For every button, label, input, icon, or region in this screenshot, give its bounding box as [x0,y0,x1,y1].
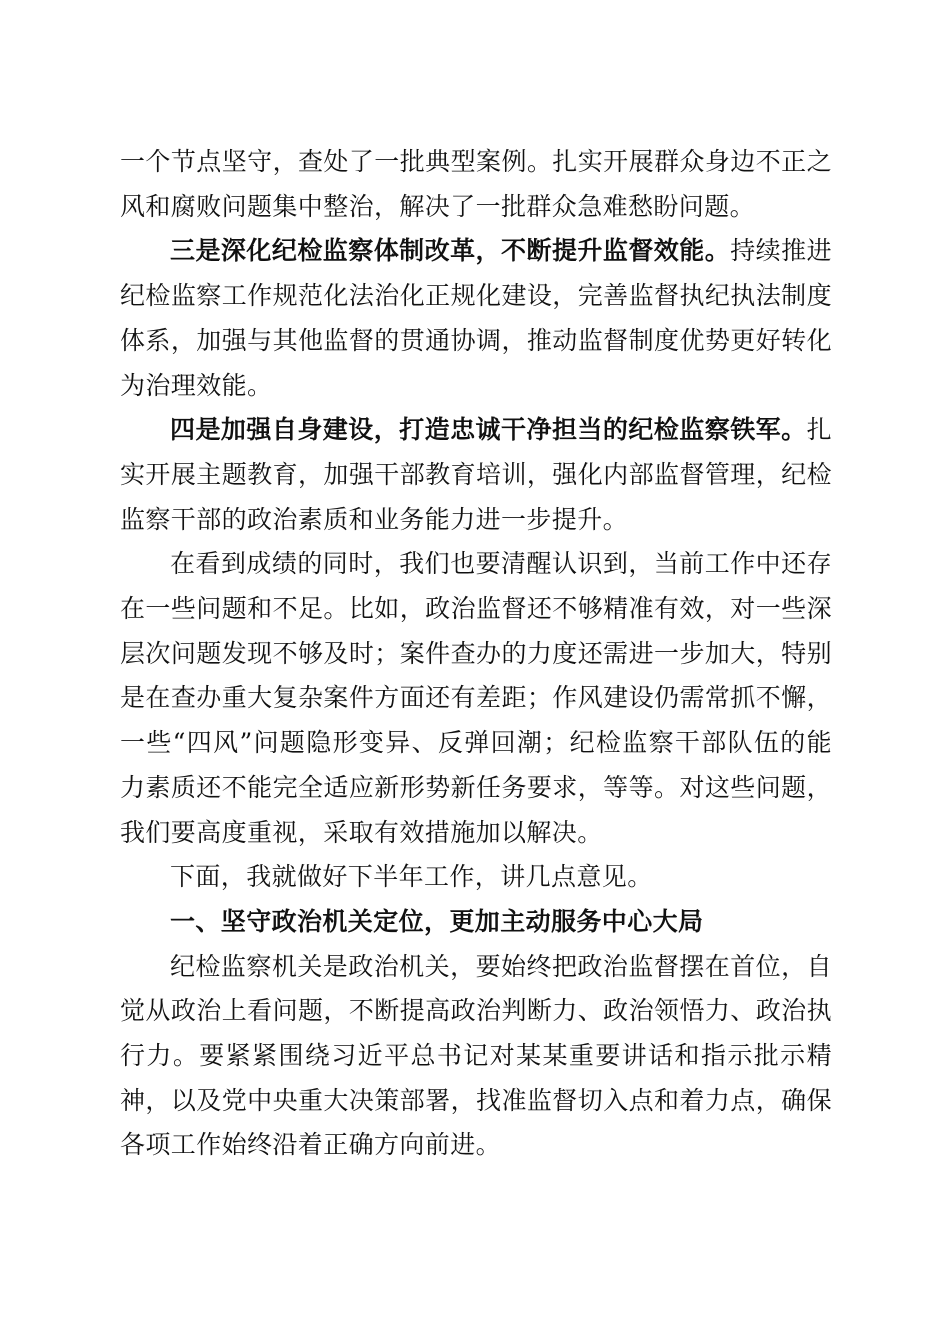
section-heading: 一、坚守政治机关定位，更加主动服务中心大局 [170,906,704,936]
paragraph-text: 扎实开展主题教育，加强干部教育培训，强化内部监督管理，纪检监察干部的政治素质和业务能力进一步提升。 [120,415,832,534]
paragraph-continuation [120,140,832,229]
paragraph-text: 持续推进纪检监察工作规范化法治化正规化建设，完善监督执纪执法制度体系，加强与其他监督的贯通协调，推动监督制度优势更好转化为治理效能。 [120,236,832,400]
paragraph-point-three [120,229,832,408]
paragraph-problems [120,542,832,855]
paragraph-lead-sentence: 四是加强自身建设，打造忠诚干净担当的纪检监察铁军。 [170,415,807,445]
paragraph-lead-sentence: 三是深化纪检监察体制改革，不断提升监督效能。 [170,236,731,266]
document-page [120,140,832,1168]
paragraph-point-four [120,408,832,542]
paragraph-text: 一个节点坚守，查处了一批典型案例。扎实开展群众身边不正之风和腐败问题集中整治，解决了一批群众急难愁盼问题。 [120,147,832,221]
paragraph-text: 在看到成绩的同时，我们也要清醒认识到，当前工作中还存在一些问题和不足。比如，政治监督还不够精准有效，对一些深层次问题发现不够及时；案件查办的力度还需进一步加大，特别是在查办重大复杂案件方面还有差距；作风建设仍需常抓不懈，一些“四风”问题隐形变异、反弹回潮；纪检监察干部队伍的能力素质还不能完全适应新形势新任务要求，等等。对这些问题，我们要高度重视，采取有效措施加以解决。 [120,549,832,847]
paragraph-text: 下面，我就做好下半年工作，讲几点意见。 [170,862,653,892]
paragraph-transition [120,855,832,900]
paragraph-section-body: 纪检监察机关是政治机关，要始终把政治监督摆在首位，自觉从政治上看问题，不断提高政治判断力、政治领悟力、政治执行力。要紧紧围绕习近平总书记对某某重要讲话和指示批示精神，以及党中央重大决策部署，找准监督切入点和着力点，确保各项工作始终沿着正确方向前进。 [120,951,832,1160]
